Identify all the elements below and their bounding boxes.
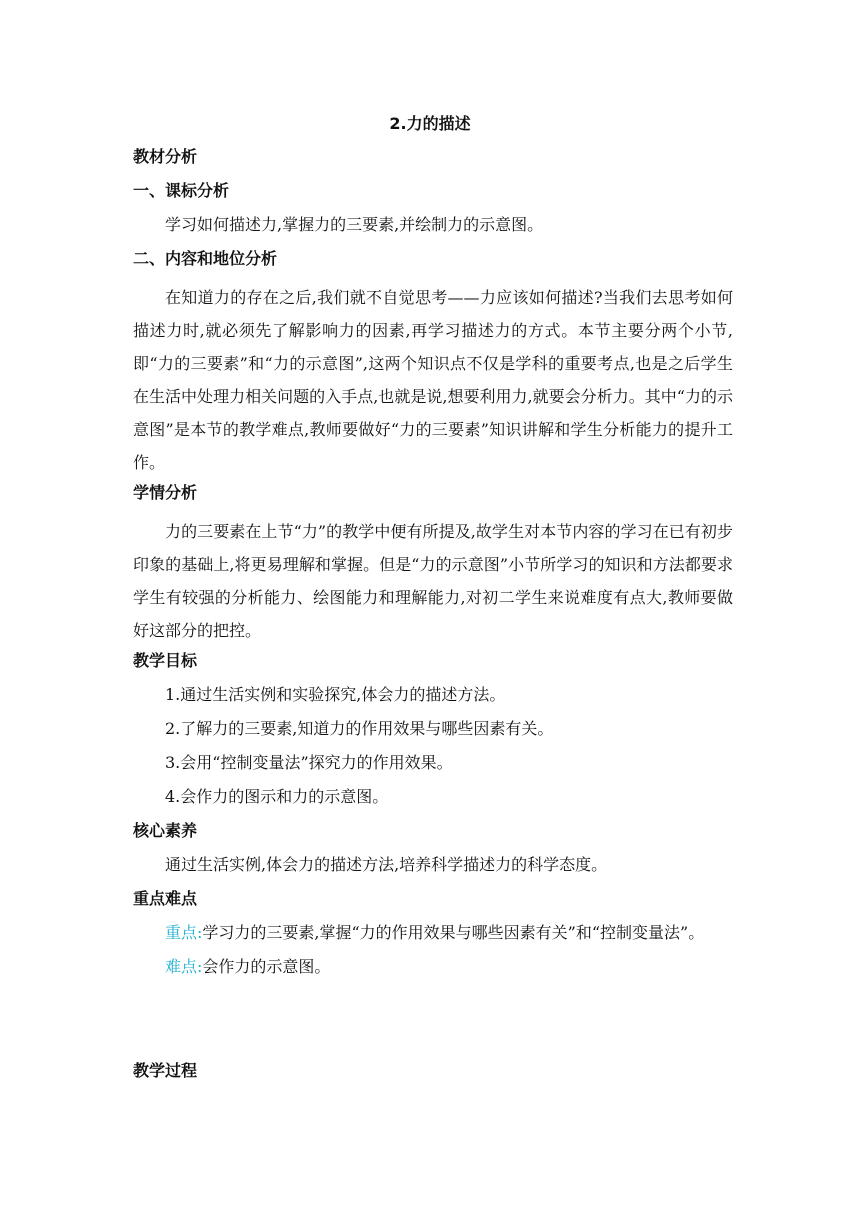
student-paragraph: 力的三要素在上节“力”的教学中便有所提及,故学生对本节内容的学习在已有初步印象的基础上,将更易理解和掌握。但是“力的示意图”小节所学习的知识和方法都要求学生有较强的分析能力、绘图能力和理解能力,对初二学生来说难度有点大,教师要做好这部分的把控。 bbox=[133, 522, 733, 640]
heading-content-analysis: 二、内容和地位分析 bbox=[133, 249, 278, 268]
curriculum-paragraph: 学习如何描述力,掌握力的三要素,并绘制力的示意图。 bbox=[165, 215, 544, 234]
difficulty-line bbox=[133, 955, 733, 979]
goal-item: 4.会作力的图示和力的示意图。 bbox=[165, 787, 389, 806]
heading-teaching-goals: 教学目标 bbox=[133, 651, 198, 670]
key-point-text: 学习力的三要素,掌握“力的作用效果与哪些因素有关”和“控制变量法”。 bbox=[202, 923, 705, 942]
key-point-label: 重点: bbox=[165, 923, 203, 942]
page-title: 2.力的描述 bbox=[389, 114, 471, 133]
heading-teaching-process: 教学过程 bbox=[133, 1061, 198, 1080]
goal-item: 1.通过生活实例和实验探究,体会力的描述方法。 bbox=[165, 685, 506, 704]
goal-item: 3.会用“控制变量法”探究力的作用效果。 bbox=[165, 753, 453, 772]
document-body bbox=[133, 145, 733, 1093]
key-point-line bbox=[133, 921, 733, 945]
heading-student-analysis: 学情分析 bbox=[133, 483, 198, 502]
section-spacer bbox=[133, 989, 733, 1059]
content-paragraph: 在知道力的存在之后,我们就不自觉思考——力应该如何描述?当我们去思考如何描述力时,就必须先了解影响力的因素,再学习描述力的方式。本节主要分两个小节,即“力的三要素”和“力的示意图”,这两个知识点不仅是学科的重要考点,也是之后学生在生活中处理力相关问题的入手点,也就是说,想要利用力,就要会分析力。其中“力的示意图”是本节的教学难点,教师要做好“力的三要素”知识讲解和学生分析能力的提升工作。 bbox=[133, 288, 733, 472]
literacy-paragraph: 通过生活实例,体会力的描述方法,培养科学描述力的科学态度。 bbox=[165, 855, 608, 874]
difficulty-text: 会作力的示意图。 bbox=[202, 957, 331, 976]
difficulty-label: 难点: bbox=[165, 957, 203, 976]
heading-key-points: 重点难点 bbox=[133, 889, 198, 908]
heading-core-literacy: 核心素养 bbox=[133, 821, 198, 840]
goal-item: 2.了解力的三要素,知道力的作用效果与哪些因素有关。 bbox=[165, 719, 554, 738]
heading-textbook-analysis: 教材分析 bbox=[133, 147, 198, 166]
heading-curriculum-analysis: 一、课标分析 bbox=[133, 181, 230, 200]
